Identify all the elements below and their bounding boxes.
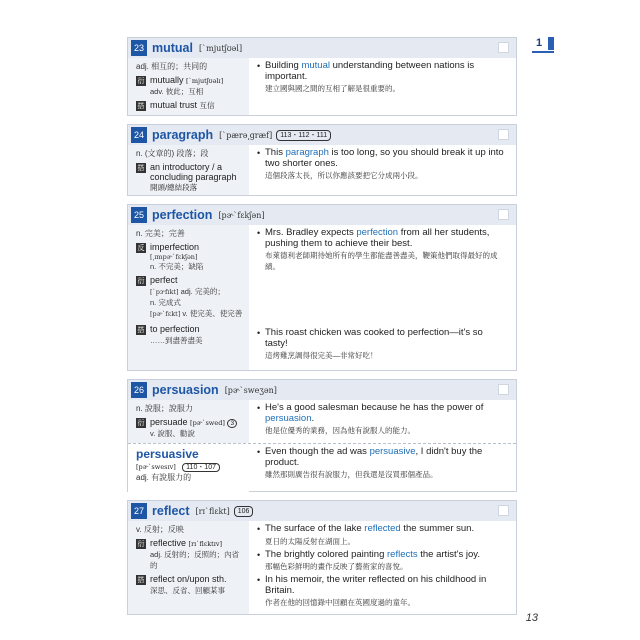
checkbox[interactable] bbox=[498, 505, 509, 516]
headword: persuasion bbox=[152, 383, 219, 397]
example: • The surface of the lake reflected the summer sun. 夏日的太陽反射在湖面上。 bbox=[257, 523, 475, 546]
definition-column bbox=[128, 58, 249, 115]
derivative-label: 衍 bbox=[137, 541, 145, 548]
example: • Building mutual understanding between nations is important. 建立國與國之間的互相了解是很重要的。 bbox=[257, 61, 508, 94]
example: • He's a good salesman because he has the power of persuasion. 他是位優秀的業務，因為他有說服人的能力。 bbox=[257, 403, 508, 436]
highlight-word: persuasion bbox=[265, 412, 312, 424]
derivative bbox=[136, 538, 245, 549]
page-number: 13 bbox=[525, 612, 538, 624]
example-text: the summer sun. bbox=[400, 523, 475, 534]
entry-paragraph bbox=[127, 124, 517, 196]
checkbox[interactable] bbox=[498, 384, 509, 395]
definition-column bbox=[128, 521, 249, 614]
example-column bbox=[249, 400, 516, 443]
antonym bbox=[136, 242, 245, 253]
entry-header bbox=[128, 38, 516, 58]
exam-year-tag: 106 bbox=[234, 506, 254, 517]
derivative bbox=[136, 417, 245, 428]
chapter-number: 1 bbox=[535, 37, 543, 49]
example-text: Building bbox=[265, 60, 302, 71]
entry-mutual bbox=[127, 37, 517, 116]
collocation bbox=[136, 324, 245, 335]
sub-example-column bbox=[249, 444, 516, 492]
derivative-word: perfect bbox=[150, 275, 178, 285]
phonetic: [rɪˋflɛkt] bbox=[195, 506, 230, 516]
checkbox[interactable] bbox=[498, 209, 509, 220]
collocation-label: 搭 bbox=[137, 165, 145, 172]
derivative-gloss: adj. 完美的； bbox=[180, 287, 225, 296]
derivative-gloss: adv. 彼此；互相 bbox=[150, 87, 204, 96]
highlight-word: perfection bbox=[356, 227, 399, 238]
sub-phonetic: [pɚˋswesɪv] bbox=[136, 463, 176, 471]
example-text: He's a good salesman because he has the power of bbox=[265, 402, 484, 413]
collocation-label: 搭 bbox=[137, 103, 145, 110]
part-of-speech: v. 反射；反映 bbox=[136, 525, 184, 534]
headword: perfection bbox=[152, 208, 213, 222]
exam-year-tag: 110・107 bbox=[182, 463, 220, 472]
highlight-word: paragraph bbox=[285, 147, 329, 158]
collocation bbox=[136, 574, 245, 585]
example-text: Even though the ad was bbox=[265, 446, 370, 457]
example-column bbox=[249, 145, 516, 195]
example-text: The surface of the lake bbox=[265, 523, 365, 534]
headword: mutual bbox=[152, 41, 193, 55]
derivative-gloss: v. 使完美、使完善 bbox=[182, 309, 243, 318]
example-translation: 雖然那則廣告很有說服力，但我還是沒買那個產品。 bbox=[265, 470, 438, 479]
example-text: This bbox=[265, 147, 286, 158]
example-translation: 夏日的太陽反射在湖面上。 bbox=[265, 536, 355, 546]
derivative-label: 衍 bbox=[137, 278, 145, 285]
example-translation: 他是位優秀的業務，因為他有說服人的能力。 bbox=[265, 426, 415, 435]
example-text: understanding between nations is important. bbox=[265, 60, 475, 82]
highlight-word: reflects bbox=[387, 548, 418, 560]
collocation-gloss: ……到盡善盡美 bbox=[150, 336, 203, 345]
example-translation: 建立國與國之間的互相了解是很重要的。 bbox=[265, 84, 400, 93]
headword: paragraph bbox=[152, 128, 214, 142]
highlight-word: reflected bbox=[364, 523, 401, 534]
derivative-label: 衍 bbox=[137, 78, 145, 85]
collocation bbox=[136, 162, 245, 193]
phonetic: [ˋpærə͵græf] bbox=[219, 130, 273, 140]
part-of-speech: n. 說服；說服力 bbox=[136, 404, 193, 413]
example-text: Mrs. Bradley expects bbox=[265, 227, 357, 238]
example-text: This roast chicken was cooked to perfection—it's so tasty! bbox=[265, 327, 483, 349]
example-translation: 這個段落太長，所以你應該要把它分成兩小段。 bbox=[265, 171, 423, 180]
entry-header bbox=[128, 205, 516, 225]
definition-column bbox=[128, 400, 249, 443]
collocation-gloss: 互信 bbox=[199, 101, 215, 110]
checkbox[interactable] bbox=[498, 129, 509, 140]
entry-number: 26 bbox=[131, 382, 147, 398]
part-of-speech: n. 完美；完善 bbox=[136, 229, 185, 238]
definition-column bbox=[128, 145, 249, 195]
example: • Even though the ad was persuasive, I didn't buy the product. 雖然那則廣告很有說服力，但我還是沒買那個產品。 bbox=[257, 447, 508, 480]
example: • This roast chicken was cooked to perfection—it's so tasty! 這烤雞烹調得很完美—非常好吃！ bbox=[257, 328, 508, 361]
collocation-word: to perfection bbox=[150, 324, 200, 334]
example-text: the artist's joy. bbox=[417, 548, 480, 560]
chapter-tab-bar bbox=[548, 37, 554, 50]
derivative-phonetic: [ˋpɝfɪkt] bbox=[150, 288, 179, 296]
sub-headword: persuasive bbox=[136, 447, 199, 461]
entry-header bbox=[128, 125, 516, 145]
example: • Mrs. Bradley expects perfection from all her students, pushing them to achieve their best. 布萊德利老師期待她所有的學生都能盡善盡美，鞭策他們取得最好的成績。 bbox=[257, 228, 508, 272]
derivative bbox=[136, 75, 245, 86]
example-text: from all her students, pushing them to achieve their best. bbox=[265, 227, 490, 249]
example-translation: 那幅色彩鮮明的畫作反映了藝術家的喜悅。 bbox=[265, 562, 408, 571]
chapter-tab bbox=[532, 37, 554, 51]
derivative-phonetic: [pɚˋswed] bbox=[190, 419, 225, 427]
antonym-word: imperfection bbox=[150, 242, 200, 252]
antonym-label: 反 bbox=[137, 245, 145, 252]
example-text: The brightly colored painting bbox=[265, 548, 387, 560]
derivative-word: mutually bbox=[150, 75, 184, 85]
example: • This paragraph is too long, so you should break it up into two shorter ones. 這個段落太長，所以你應該要把它分成兩小段。 bbox=[257, 148, 508, 181]
collocation-word: mutual trust bbox=[150, 100, 198, 110]
part-of-speech: n. (文章的) 段落；段 bbox=[136, 149, 209, 158]
example-text: . bbox=[311, 412, 315, 424]
highlight-word: persuasive bbox=[369, 446, 416, 457]
collocation bbox=[136, 100, 245, 111]
derivative-label: 衍 bbox=[137, 420, 145, 427]
example-column bbox=[249, 521, 516, 614]
example-translation: 作者在他的回憶錄中回顧在英國度過的童年。 bbox=[265, 598, 415, 607]
entry-number: 23 bbox=[131, 40, 147, 56]
phonetic: [ˋmjutʃʊəl] bbox=[198, 43, 243, 53]
derivative bbox=[136, 275, 245, 286]
example-text: In his memoir, the writer reflected on his childhood in Britain. bbox=[265, 574, 487, 596]
definition-column bbox=[128, 225, 249, 370]
entry-perfection bbox=[127, 204, 517, 371]
example-column bbox=[249, 58, 516, 115]
collocation-gloss: 開頭/總結段落 bbox=[150, 183, 198, 192]
derivative-gloss: adj. 反射的；反照的；內省的 bbox=[150, 550, 240, 570]
derivative-phonetic: [rɪˋflɛktɪv] bbox=[188, 540, 223, 548]
example: • In his memoir, the writer reflected on his childhood in Britain. 作者在他的回憶錄中回顧在英國度過的童年。 bbox=[257, 575, 508, 608]
example-translation: 這烤雞烹調得很完美—非常好吃！ bbox=[265, 351, 378, 360]
sub-entry-definition bbox=[128, 444, 249, 492]
derivative-phonetic: [ˋmjutʃʊəlɪ] bbox=[186, 77, 224, 85]
sub-part-of-speech: adj. 有說服力的 bbox=[136, 473, 192, 482]
collocation-word: reflect on/upon sth. bbox=[150, 574, 227, 584]
derivative-word: persuade bbox=[150, 417, 188, 427]
headword: reflect bbox=[152, 504, 190, 518]
collocation-label: 搭 bbox=[137, 327, 145, 334]
entry-header bbox=[128, 380, 516, 400]
phonetic: [pɚˋfɛkʃən] bbox=[218, 210, 265, 220]
derivative-word: reflective bbox=[150, 538, 187, 548]
entry-persuasion bbox=[127, 379, 517, 492]
level-badge: 3 bbox=[227, 419, 237, 428]
example-text: is too long, so you should break it up into two shorter ones. bbox=[265, 147, 504, 169]
antonym-gloss: n. 不完美；缺陷 bbox=[150, 262, 204, 271]
chapter-tab-line bbox=[532, 51, 554, 53]
derivative-phonetic: [pɚˋfɛkt] bbox=[150, 310, 181, 318]
entry-number: 27 bbox=[131, 503, 147, 519]
entry-header bbox=[128, 501, 516, 521]
derivative-gloss: n. 完成式 bbox=[150, 298, 181, 307]
collocation-word: an introductory / a concluding paragraph bbox=[150, 162, 237, 182]
entry-reflect bbox=[127, 500, 517, 615]
collocation-gloss: 深思、反省、回顧某事 bbox=[150, 586, 225, 595]
collocation-label: 搭 bbox=[137, 577, 145, 584]
example-column bbox=[249, 225, 516, 370]
derivative-gloss: v. 說服、勸說 bbox=[150, 429, 195, 438]
entry-number: 24 bbox=[131, 127, 147, 143]
highlight-word: mutual bbox=[301, 60, 330, 71]
example-translation: 布萊德利老師期待她所有的學生都能盡善盡美，鞭策他們取得最好的成績。 bbox=[265, 251, 498, 271]
example-text: , I didn't buy the product. bbox=[265, 446, 483, 468]
example: • The brightly colored painting reflects the artist's joy. 那幅色彩鮮明的畫作反映了藝術家的喜悅。 bbox=[257, 548, 480, 571]
exam-year-tag: 113・112・111 bbox=[276, 130, 331, 141]
phonetic: [pɚˋsweʒən] bbox=[224, 385, 277, 395]
entry-number: 25 bbox=[131, 207, 147, 223]
part-of-speech: adj. 相互的；共同的 bbox=[136, 62, 208, 71]
checkbox[interactable] bbox=[498, 42, 509, 53]
antonym-phonetic: [͵ɪmpɚˋfɛkʃən] bbox=[150, 253, 198, 261]
